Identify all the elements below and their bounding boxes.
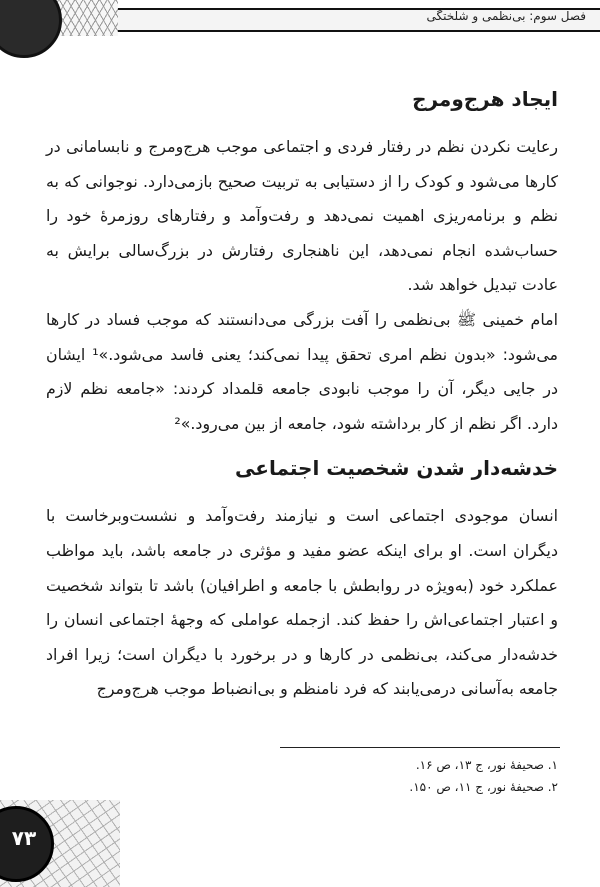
footnote: ۲. صحیفهٔ نور، ج ۱۱، ص ۱۵۰. <box>409 780 558 794</box>
running-header <box>0 0 600 36</box>
footnotes <box>158 754 558 798</box>
paragraph: رعایت نکردن نظم در رفتار فردی و اجتماعی موجب هرج‌ومرج و نابسامانی در کارها می‌شود و کودک را از دستیابی به تربیت صحیح بازمی‌دارد. نوجوانی که به نظم و برنامه‌ریزی اهمیت نمی‌دهد و رفت‌وآمد و رفتارهای روزمرهٔ خود را حساب‌شده انجام نمی‌دهد، این ناهنجاری رفتارش در بزرگ‌سالی برایش به عادت تبدیل خواهد شد. <box>46 137 558 295</box>
page-number: ۷۳ <box>11 826 37 850</box>
section-heading-chaos: ایجاد هرج‌ومرج <box>412 87 558 111</box>
main-text <box>46 82 558 707</box>
footnote: ۱. صحیفهٔ نور، ج ۱۳، ص ۱۶. <box>415 758 558 772</box>
paragraph: امام خمینی ﷺ بی‌نظمی را آفت بزرگی می‌دانستند که موجب فساد در کارها می‌شود: «بدون نظم امری تحقق پیدا نمی‌کند؛ یعنی فاسد می‌شود.»¹ ایشان در جایی دیگر، آن را موجب نابودی جامعه قلمداد کردند: «جامعه نظم لازم دارد. اگر نظم از کار برداشته شود، جامعه از بین می‌رود.»² <box>46 309 558 433</box>
chapter-title: فصل سوم: بی‌نظمی و شلختگی <box>426 9 586 23</box>
section-heading-social-character: خدشه‌دار شدن شخصیت اجتماعی <box>235 456 558 481</box>
header-bar <box>118 8 600 32</box>
paragraph: انسان موجودی اجتماعی است و نیازمند رفت‌وآمد و نشست‌وبرخاست با دیگران است. او برای اینکه عضو مفید و مؤثری در جامعه باشد، باید مواظب عملکرد خود (به‌ویژه در روابطش با جامعه و اطرافیان) باشد تا بتواند شخصیت و اعتبار اجتماعی‌اش را حفظ کند. ازجمله عواملی که وجههٔ اجتماعی انسان را خدشه‌دار می‌کند، بی‌نظمی در کارها و در برخورد با دیگران است؛ زیرا افراد جامعه به‌آسانی درمی‌یابند که فرد نامنظم و بی‌انضباط موجب هرج‌ومرج <box>46 506 558 699</box>
footnote-divider <box>280 747 560 748</box>
header-circle-ornament <box>0 0 62 58</box>
